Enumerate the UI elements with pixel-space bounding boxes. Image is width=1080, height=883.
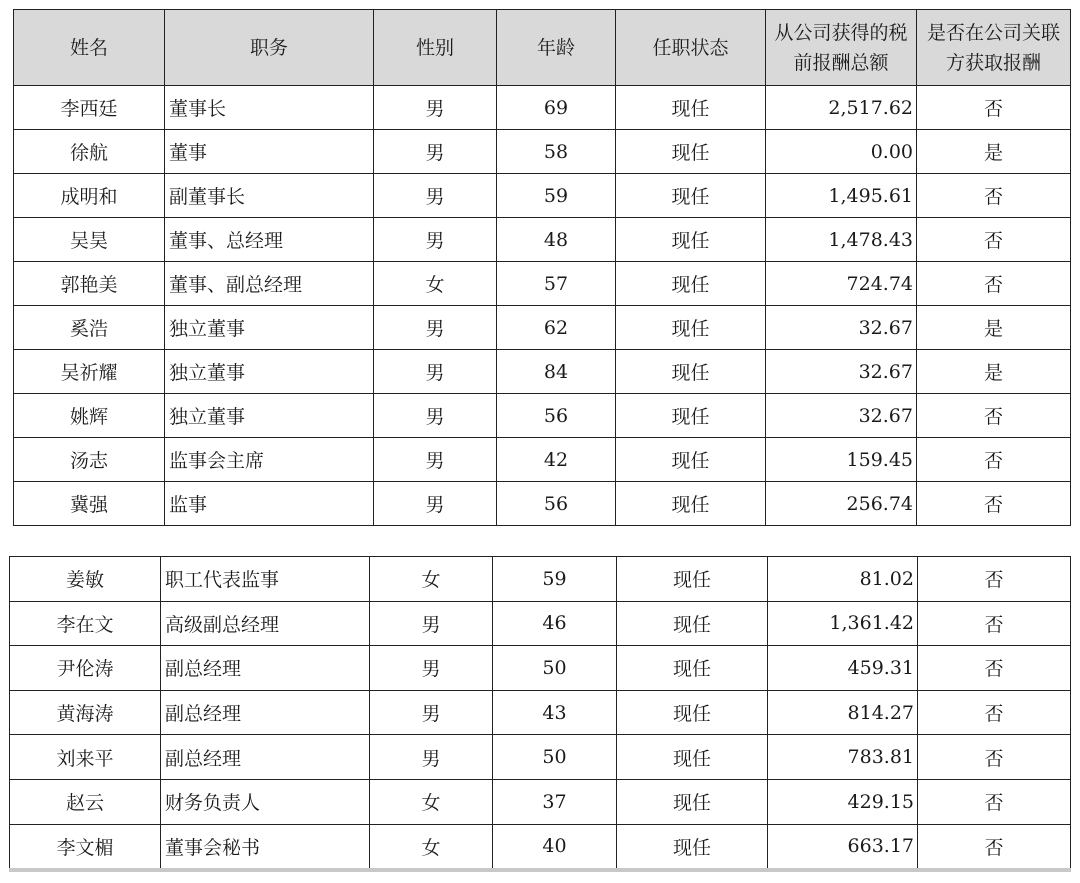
cell-compensation: 32.67 — [766, 394, 917, 438]
cell-gender: 女 — [370, 557, 493, 602]
cell-related-party: 否 — [917, 262, 1071, 306]
cell-gender: 男 — [370, 735, 493, 780]
cell-compensation: 459.31 — [768, 646, 918, 691]
cell-related-party: 否 — [917, 218, 1071, 262]
cell-name: 李在文 — [10, 601, 161, 646]
cell-name: 李文楣 — [10, 824, 161, 870]
cell-name: 徐航 — [14, 130, 165, 174]
cell-status: 现任 — [616, 262, 766, 306]
cell-status: 现任 — [617, 690, 768, 735]
table-row — [14, 438, 1071, 482]
cell-name: 刘来平 — [10, 735, 161, 780]
header-related-line1: 是否在公司关联 — [926, 21, 1060, 44]
cell-age: 62 — [497, 306, 616, 350]
cell-age: 50 — [493, 735, 617, 780]
cell-status: 现任 — [616, 174, 766, 218]
cell-compensation: 32.67 — [766, 306, 917, 350]
cell-position: 独立董事 — [165, 394, 374, 438]
cell-gender: 女 — [370, 779, 493, 824]
header-status: 任职状态 — [616, 10, 766, 86]
table-row — [10, 690, 1071, 735]
cell-name: 姚辉 — [14, 394, 165, 438]
cell-compensation: 663.17 — [768, 824, 918, 870]
cell-position: 董事、副总经理 — [165, 262, 374, 306]
cell-related-party: 否 — [917, 482, 1071, 526]
cell-status: 现任 — [616, 350, 766, 394]
cell-compensation: 1,495.61 — [766, 174, 917, 218]
cell-age: 42 — [497, 438, 616, 482]
cell-position: 职工代表监事 — [161, 557, 370, 602]
table-row — [14, 218, 1071, 262]
cell-name: 郭艳美 — [14, 262, 165, 306]
cell-gender: 男 — [374, 86, 497, 130]
header-age: 年龄 — [497, 10, 616, 86]
table-row — [14, 262, 1071, 306]
header-compensation — [766, 10, 917, 86]
table-row — [10, 557, 1071, 602]
cell-related-party: 否 — [918, 646, 1071, 691]
cell-status: 现任 — [616, 218, 766, 262]
header-related-party — [917, 10, 1071, 86]
cell-age: 59 — [493, 557, 617, 602]
cell-gender: 男 — [370, 646, 493, 691]
cell-gender: 男 — [374, 394, 497, 438]
cell-related-party: 否 — [918, 557, 1071, 602]
cell-related-party: 否 — [918, 735, 1071, 780]
cell-position: 副总经理 — [161, 690, 370, 735]
cell-status: 现任 — [617, 824, 768, 870]
table-row — [14, 394, 1071, 438]
cell-related-party: 否 — [917, 438, 1071, 482]
cell-gender: 男 — [374, 350, 497, 394]
cell-name: 成明和 — [14, 174, 165, 218]
cell-age: 56 — [497, 394, 616, 438]
cell-compensation: 32.67 — [766, 350, 917, 394]
cell-related-party: 否 — [918, 690, 1071, 735]
cell-gender: 男 — [374, 482, 497, 526]
header-row — [14, 10, 1071, 86]
cell-compensation: 159.45 — [766, 438, 917, 482]
cell-position: 副董事长 — [165, 174, 374, 218]
table-row — [14, 86, 1071, 130]
cell-name: 姜敏 — [10, 557, 161, 602]
cell-compensation: 2,517.62 — [766, 86, 917, 130]
cell-name: 冀强 — [14, 482, 165, 526]
cell-name: 吴昊 — [14, 218, 165, 262]
cell-position: 财务负责人 — [161, 779, 370, 824]
cell-status: 现任 — [617, 646, 768, 691]
cell-compensation: 81.02 — [768, 557, 918, 602]
cell-related-party: 是 — [917, 306, 1071, 350]
cell-gender: 女 — [374, 262, 497, 306]
cell-status: 现任 — [617, 601, 768, 646]
cell-age: 40 — [493, 824, 617, 870]
table-row — [10, 735, 1071, 780]
table-row — [14, 482, 1071, 526]
cell-gender: 男 — [374, 438, 497, 482]
table-row — [14, 306, 1071, 350]
cell-compensation: 1,478.43 — [766, 218, 917, 262]
cell-name: 奚浩 — [14, 306, 165, 350]
cell-compensation: 814.27 — [768, 690, 918, 735]
table-row — [14, 130, 1071, 174]
cell-compensation: 783.81 — [768, 735, 918, 780]
cell-gender: 男 — [374, 174, 497, 218]
cell-related-party: 是 — [917, 130, 1071, 174]
cell-position: 监事会主席 — [165, 438, 374, 482]
cell-status: 现任 — [617, 557, 768, 602]
cell-status: 现任 — [616, 86, 766, 130]
cell-related-party: 否 — [918, 824, 1071, 870]
cell-age: 37 — [493, 779, 617, 824]
cell-gender: 男 — [374, 218, 497, 262]
table-row — [14, 174, 1071, 218]
cell-compensation: 0.00 — [766, 130, 917, 174]
header-related-line2: 方获取报酬 — [945, 51, 1041, 74]
cell-related-party: 否 — [918, 601, 1071, 646]
header-compensation-line1: 从公司获得的税 — [774, 21, 908, 44]
cell-gender: 男 — [370, 601, 493, 646]
cell-name: 汤志 — [14, 438, 165, 482]
cell-age: 84 — [497, 350, 616, 394]
cell-position: 董事、总经理 — [165, 218, 374, 262]
cell-age: 59 — [497, 174, 616, 218]
cell-gender: 男 — [374, 306, 497, 350]
cell-compensation: 1,361.42 — [768, 601, 918, 646]
header-name: 姓名 — [14, 10, 165, 86]
cell-age: 56 — [497, 482, 616, 526]
cell-position: 副总经理 — [161, 646, 370, 691]
cell-position: 独立董事 — [165, 350, 374, 394]
cell-position: 监事 — [165, 482, 374, 526]
cell-age: 50 — [493, 646, 617, 691]
cell-status: 现任 — [616, 394, 766, 438]
header-compensation-line2: 前报酬总额 — [793, 51, 889, 74]
cell-age: 48 — [497, 218, 616, 262]
cell-position: 董事会秘书 — [161, 824, 370, 870]
cell-gender: 男 — [370, 690, 493, 735]
cell-status: 现任 — [616, 438, 766, 482]
cell-name: 尹伦涛 — [10, 646, 161, 691]
cell-position: 独立董事 — [165, 306, 374, 350]
cell-age: 57 — [497, 262, 616, 306]
cell-age: 43 — [493, 690, 617, 735]
cell-position: 副总经理 — [161, 735, 370, 780]
cell-related-party: 否 — [917, 86, 1071, 130]
table-row — [10, 779, 1071, 824]
cell-name: 黄海涛 — [10, 690, 161, 735]
compensation-table-bottom — [9, 556, 1071, 872]
header-position: 职务 — [165, 10, 374, 86]
cell-name: 李西廷 — [14, 86, 165, 130]
cell-age: 58 — [497, 130, 616, 174]
header-gender: 性别 — [374, 10, 497, 86]
compensation-table-top — [13, 9, 1071, 526]
cell-compensation: 256.74 — [766, 482, 917, 526]
cell-compensation: 724.74 — [766, 262, 917, 306]
cell-compensation: 429.15 — [768, 779, 918, 824]
cell-position: 董事长 — [165, 86, 374, 130]
cell-related-party: 否 — [917, 174, 1071, 218]
cell-age: 69 — [497, 86, 616, 130]
cell-gender: 女 — [370, 824, 493, 870]
cell-age: 46 — [493, 601, 617, 646]
cell-related-party: 是 — [917, 350, 1071, 394]
cell-status: 现任 — [617, 735, 768, 780]
table-row — [10, 601, 1071, 646]
cell-related-party: 否 — [917, 394, 1071, 438]
cell-name: 吴祈耀 — [14, 350, 165, 394]
cell-related-party: 否 — [918, 779, 1071, 824]
cell-name: 赵云 — [10, 779, 161, 824]
table-row — [10, 646, 1071, 691]
cell-status: 现任 — [617, 779, 768, 824]
cell-position: 董事 — [165, 130, 374, 174]
table-row — [10, 824, 1071, 870]
cell-position: 高级副总经理 — [161, 601, 370, 646]
cell-status: 现任 — [616, 482, 766, 526]
cell-status: 现任 — [616, 306, 766, 350]
table-row — [14, 350, 1071, 394]
cell-status: 现任 — [616, 130, 766, 174]
cell-gender: 男 — [374, 130, 497, 174]
